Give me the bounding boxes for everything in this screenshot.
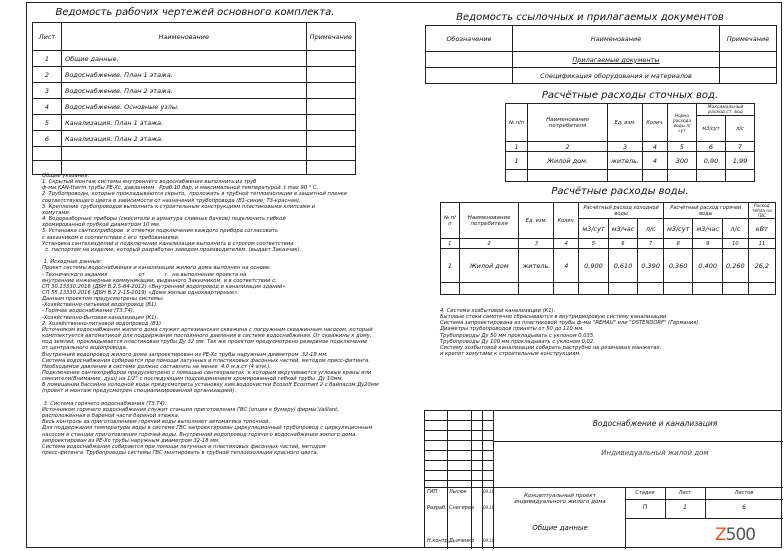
water-cell: 0,400 (693, 249, 723, 283)
water-col-h-m3d: м3/сут (663, 219, 692, 239)
water-index: 11 (748, 239, 775, 249)
tb-sheets: 6 (742, 504, 746, 511)
sheet-name: Канализация. План 1 этажа. (62, 115, 307, 131)
sheets-col-note: Примечание (306, 23, 355, 51)
tb-role: Разраб. (427, 505, 447, 511)
water-title: Расчётные расходы воды. (551, 186, 689, 197)
tb-stage: П (642, 504, 648, 511)
water-index: 8 (663, 239, 692, 249)
water-index: 5 (579, 239, 608, 249)
tb-date: 09.18 (483, 505, 495, 510)
sheet-name: Водоснабжение. Основные узлы. (62, 99, 307, 115)
water-cell: 26,2 (748, 249, 775, 283)
water-col-h-ls: л/с (723, 219, 749, 239)
tb-person: Лысюк (449, 489, 467, 495)
sewage-col-num: № п/п (506, 104, 528, 142)
sewage-cell: 4 (643, 152, 668, 170)
water-cell: 0,390 (638, 249, 664, 283)
water-index: 7 (638, 239, 664, 249)
sewage-col-ls: л/с (726, 116, 755, 142)
water-cell: Жилой дом (459, 249, 519, 283)
water-cell: 4 (554, 249, 579, 283)
water-cell: 0,610 (608, 249, 638, 283)
water-col-name: Наименование потребителя (459, 203, 519, 239)
water-col-c-m3d: м3/сут (579, 219, 608, 239)
water-cell: 0,260 (723, 249, 749, 283)
tb-person: Дьяченко (449, 538, 475, 544)
sheet-num: 5 (33, 115, 62, 131)
sewage-cell: житель. (608, 152, 643, 170)
refs-col-note: Примечание (720, 26, 777, 52)
sewage-index: 7 (726, 142, 755, 152)
water-index: 3 (519, 239, 554, 249)
water-cell: 0,360 (663, 249, 692, 283)
water-index: 6 (608, 239, 638, 249)
sheet-num: 6 (33, 131, 62, 147)
water-col-c-ls: л/с (638, 219, 664, 239)
sewage-title: Расчётные расходы сточных вод. (541, 90, 719, 101)
sewage-index: 2 (528, 142, 608, 152)
sewage-col-name: Наименование потребителя (528, 104, 608, 142)
sewage-cell: Жилой дом. (528, 152, 608, 170)
water-col-c-m3h: м3/час (608, 219, 638, 239)
tb-people (425, 488, 493, 549)
sewage-col-unit: Ед. изм. (608, 104, 643, 142)
sheet-name: Канализация. План 2 этажа. (62, 131, 307, 147)
refs-col-code: Обозначение (426, 26, 513, 52)
sewage-cell: 0,90 (697, 152, 726, 170)
sheets-col-num: Лист (33, 23, 62, 51)
water-cell: житель. (519, 249, 554, 283)
sewage-index: 1 (506, 142, 528, 152)
tb-divider-1 (493, 441, 783, 442)
sewage-cell: 1,99 (726, 152, 755, 170)
sewage-col-norm: Норма расхода воды л/сут (668, 104, 697, 142)
water-col-cold: Расчётный расход холодной воды (579, 203, 664, 219)
sewer-notes: 4. Система хозбытовой канализации (К1). Бытовые стоки самотечно сбрасываются в внутридворовую систему канализации. Система запроектирована из пластиковой трубы ф-мы "REHAU" или "OSTENDORF" (Германия). Диаметры трубопроводов приняты от 50 до 110 мм. Трубопроводы Ду 50 мм прокладывать с уклоном 0,035. Трубопроводы Ду 100 мм прокладывать с уклоном 0,02. Систему хозбытовой канализации собирать раструбно на резиновых манжетах, и крепят хомутами к строительным конструкциям. (440, 308, 701, 358)
general-notes: Общие указания: 1. Скрытый монтаж системы внутреннего водоснабжения выполнить из труб ф-мы KAN-therm трубы PE-Xc, давлением Рраб.10 бар, и максимальной температурой t max 90 ° C. 2. Трубопроводы, которые прокладываются скрыто, проложить в трубной теплоизоляции в защитной пленке соответствующего цвета в зависимости от назначения трубопровода (В1-синие; Т3-красная). 3. Крепление трубопроводов выполнить к строительным конструкциям пластиковыми клипсами и хомутами. 4. Водоразборные приборы (смесители и арматура сливных бачков) подключить гибкой хромированной трубкой диаметром 10 мм. 5. Установка сантехприборов и отметки подключения каждого прибора согласовать с заказчиком в соответствии с его требованиями. Установка сантехизделий и подключение канализации выполнить в строгом соответствии с паспортом на изделие, который разработан заводом производителем. (выдает Заказчик). 1. Исходные данные: Проект системы водоснабжения и канализации жилого дома выполнен на основе: - Технического задания от г. на выполнение проекта на внутренние инженерные коммуникации, выданного Заказчиком, и в соответствии с: СП 30.13330.2016 (ДБН В.2.5-64-2012) «Внутренний водопровод и канализация зданий» СП 55.13330.2016 (ДБН В.2.2-15-2019) «Дома жилые одноквартирные». Данным проектом предусмотрены системы: -Хозяйственно-питьевой водопровод (В1). - Горячее водоснабжение (Т3,Т4). -Хозяйственно-бытовая канализация (К1). 2. Хозяйственно-питьевой водопровод (В1) Источником водоснабжения жилого дома служит артезианская скважина с погружным скважинным насосом, который комплектуется автоматикой для поддержания постоянного давления в системе водоснабжения. От скважины к дому, под землей, прокладывается пластиковая трубы Ду 32 мм. Так же проектом предусмотрено резервное подключение от центрального водопровода. Внутренний водопровод жилого дома запроектирован из PE-Xc трубы наружным диаметром 32-18 мм. Система водоснабжения собирается при помощи латунных и пластиковых фасонных частей, методом пресс-фитинга. Необходимое давление в системе должно составлять не менее 4.0 м.в.ст (4 атм.). Подключение сантехприборов предусмотрено с помощью сантехразеток к которым вкручиваются угловые краны или смесители(Внимание, душ) на 1/2" с последующим подсоединением хромированной гибкой трубы Ду 10мм. В помещении бассейна холодной воды предусмотреть установку хим.водоочистки Ecosoft Ecosmart 2 с байпасом Ду20мм (проект и монтаж предусмотрен специализированной организацией). 3. Система горячего водоснабжения (Т3,Т4). Источником горячего водоснабжения служит станция приготовления ГВС (опция к бумеру) фирмы Vaillant, расположенная в бареной части бареной этажка. Весь контроль за приготовлением горячей воды выполняет автоматика топочной. Для поддержания температуры воды в системе ГВС запроектирован циркуляционный трубопровод с циркуляционным насосом в станции приготовления горячей воды. Внутренний водопровод горячего водоснабжения жилого дома, запроектирован из PE-Xc трубы наружным диаметром 32-18 мм. Система водоснабжения собирается при помощи латунных и пластиковых фасонных частей, методом пресс-фитинга. Трубопроводы системы ГВС монтировать в трубной теплоизоляции красного цвета. (42, 173, 379, 457)
sheets-col-name: Наименование (62, 23, 307, 51)
refs-table (425, 25, 777, 84)
tb-doc-title: Общие данные (532, 524, 588, 532)
tb-sheet-title: Концептуальный проект индивидуального жилого дома (514, 493, 606, 505)
tb-date: 09.18 (483, 538, 495, 543)
tb-role: Н.контр. (427, 538, 450, 544)
title-block (424, 410, 782, 548)
tb-sheets-h: Листов (734, 490, 754, 496)
sewage-index: 6 (697, 142, 726, 152)
sewage-cell: 1 (506, 152, 528, 170)
water-col-kw: кВт (748, 219, 775, 239)
tb-object: Индивидуальный жилой дом (601, 449, 709, 457)
tb-sheet: 1 (683, 504, 687, 511)
water-col-unit: Ед. изм. (519, 203, 554, 239)
sewage-col-m3: м3/сут (697, 116, 726, 142)
refs-title: Ведомость ссылочных и прилагаемых документов (456, 12, 724, 23)
sheet-name: Водоснабжение. План 2 этажа. (62, 83, 307, 99)
sheet-num: 3 (33, 83, 62, 99)
sheets-table (32, 22, 356, 175)
water-cell: 0,900 (579, 249, 608, 283)
tb-project: Водоснабжение и канализация (592, 419, 718, 428)
water-table (440, 202, 776, 295)
water-index: 10 (723, 239, 749, 249)
ref-name: Спецификация оборудования и материалов (513, 68, 720, 84)
sheet-name: Общие данные. (62, 51, 307, 67)
sewage-index: 4 (643, 142, 668, 152)
tb-date: 09.18 (483, 489, 495, 494)
sheet-num: 1 (33, 51, 62, 67)
sheet-num: 2 (33, 67, 62, 83)
tb-role: ГИП (427, 489, 438, 495)
refs-col-name: Наименование (513, 26, 720, 52)
sewage-col-max: Максимальный расход ст. вод (697, 104, 755, 116)
sheet-name: Водоснабжение. План 1 этажа. (62, 67, 307, 83)
tb-divider-3 (625, 518, 783, 519)
ref-name: Прилагаемые документы (513, 52, 720, 68)
water-index: 2 (459, 239, 519, 249)
water-col-h-m3h: м3/час (693, 219, 723, 239)
sewage-cell: 300 (668, 152, 697, 170)
tb-stage-h: Стадия (635, 490, 655, 496)
water-col-hot: Расчётный расход горячей воды (663, 203, 748, 219)
water-col-gvs: Расход тепла на ГВС (748, 203, 775, 219)
sewage-index: 5 (668, 142, 697, 152)
sewage-col-qty: Колич. (643, 104, 668, 142)
water-col-qty: Колич. (554, 203, 579, 239)
sheet-num: 4 (33, 99, 62, 115)
water-index: 1 (441, 239, 460, 249)
tb-person: Снегирев (449, 505, 474, 511)
water-col-num: № п/п (441, 203, 460, 239)
sewage-index: 3 (608, 142, 643, 152)
water-index: 9 (693, 239, 723, 249)
tb-sheet-h: Лист (678, 490, 692, 496)
water-index: 4 (554, 239, 579, 249)
water-cell: 1 (441, 249, 460, 283)
company-logo: Z500 (715, 525, 756, 545)
sheets-title: Ведомость рабочих чертежей основного комплекта. (55, 7, 335, 18)
sewage-table (505, 103, 755, 182)
